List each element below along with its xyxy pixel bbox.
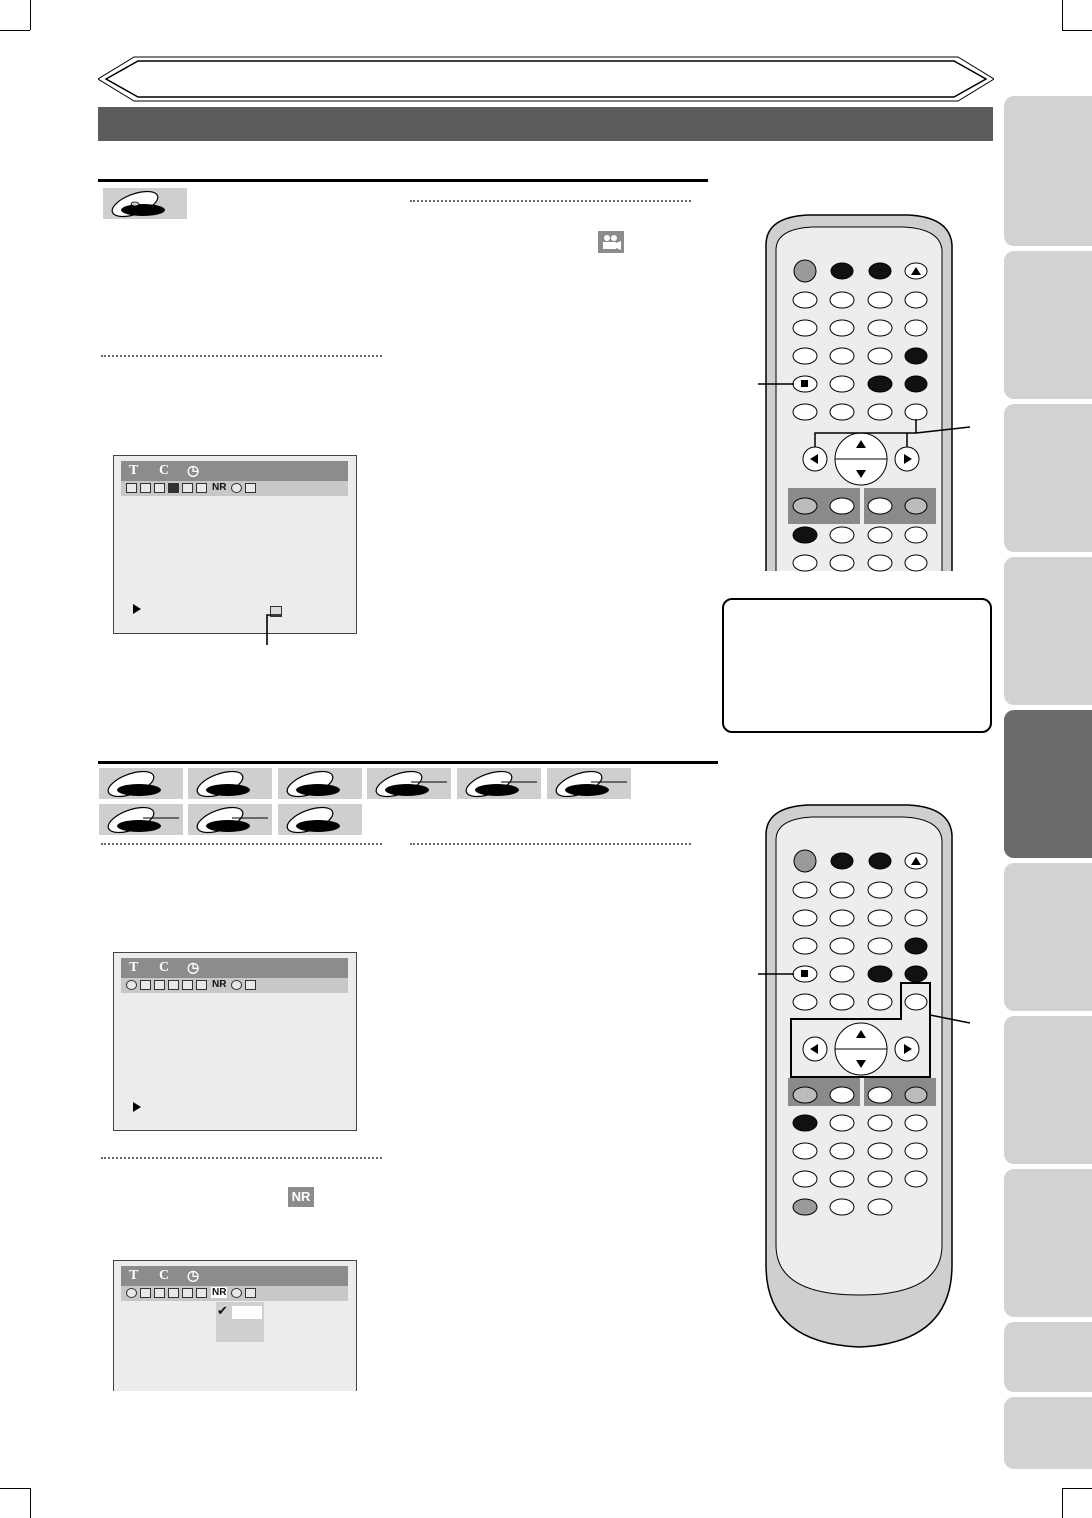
disc-icon: [551, 770, 631, 798]
angle-icon: [168, 1288, 179, 1298]
subtitle-icon: [154, 483, 165, 493]
crop-mark: [30, 1488, 31, 1518]
side-tab-active[interactable]: [1004, 710, 1092, 858]
side-tab[interactable]: [1004, 863, 1092, 1011]
remote-control: [718, 205, 978, 573]
crop-mark: [0, 30, 30, 31]
check-mark-icon: ✔: [217, 1303, 228, 1318]
disc-icon: [103, 806, 183, 834]
disc-badge: [367, 768, 451, 799]
step-divider: [101, 1157, 382, 1159]
osd-clock-icon: ◷: [187, 961, 200, 976]
zoom-icon: [231, 980, 242, 990]
chapter-banner: [98, 55, 994, 103]
crop-mark: [30, 0, 31, 30]
marker-icon: [196, 980, 207, 990]
disc-badge: [188, 804, 272, 835]
angle-icon: [168, 483, 179, 493]
osd-title-label: T: [129, 463, 139, 478]
audio-icon: [140, 1288, 151, 1298]
crop-mark: [0, 1488, 30, 1489]
disc-icon: [107, 190, 167, 218]
osd-header: [121, 1266, 348, 1286]
osd-chapter-label: C: [159, 463, 170, 478]
noise-reduction-icon: NR: [212, 979, 227, 990]
noise-reduction-icon: NR: [288, 1187, 314, 1207]
osd-clock-icon: ◷: [187, 464, 200, 479]
search-icon: [126, 1288, 137, 1298]
disc-badge: [99, 768, 183, 799]
marker-icon: [196, 483, 207, 493]
osd-icon-bar: [121, 1286, 348, 1301]
noise-reduction-icon: NR: [212, 482, 227, 493]
disc-icon: [282, 806, 342, 834]
osd-title-label: T: [129, 960, 139, 975]
picture-icon: [245, 980, 256, 990]
disc-icon: [192, 770, 252, 798]
crop-mark: [1062, 30, 1092, 31]
crop-mark: [1062, 1488, 1063, 1518]
osd-header: [121, 958, 348, 978]
zoom-icon: [231, 483, 242, 493]
osd-icon-bar: [121, 978, 348, 993]
disc-icon: [282, 770, 342, 798]
audio-icon: [140, 483, 151, 493]
side-tab[interactable]: [1004, 251, 1092, 399]
marker-icon: [196, 1288, 207, 1298]
remote-control: [718, 795, 978, 1360]
repeat-icon: [182, 1288, 193, 1298]
noise-reduction-icon: NR: [212, 1287, 227, 1298]
disc-badge: [103, 188, 187, 219]
picture-icon: [245, 1288, 256, 1298]
side-tab[interactable]: [1004, 404, 1092, 552]
section-rule: [98, 761, 718, 764]
play-triangle-icon: [133, 604, 141, 614]
nr-dropdown[interactable]: [216, 1302, 264, 1342]
crop-mark: [1062, 1488, 1092, 1489]
step-divider: [101, 843, 382, 845]
osd-header: [121, 461, 348, 481]
angle-icon: [168, 980, 179, 990]
disc-icon: [192, 806, 272, 834]
picture-icon: [245, 483, 256, 493]
note-box: [722, 598, 992, 733]
osd-screen: [113, 455, 357, 634]
section-rule: [98, 179, 708, 182]
crop-mark: [1062, 0, 1063, 30]
disc-icon: [461, 770, 541, 798]
osd-chapter-label: C: [159, 960, 170, 975]
side-tab[interactable]: [1004, 1169, 1092, 1317]
side-tab[interactable]: [1004, 557, 1092, 705]
nr-option-selected[interactable]: [232, 1306, 262, 1319]
section-title-bar: [98, 107, 993, 141]
repeat-icon: [182, 483, 193, 493]
disc-icon: [371, 770, 451, 798]
step-divider: [410, 200, 691, 202]
side-tab[interactable]: [1004, 1016, 1092, 1164]
osd-title-label: T: [129, 1268, 139, 1283]
search-icon: [126, 980, 137, 990]
osd-screen: [113, 952, 357, 1131]
osd-icon-bar: [121, 481, 348, 496]
osd-clock-icon: ◷: [187, 1269, 200, 1284]
osd-screen: [113, 1260, 357, 1391]
disc-badge: [278, 804, 362, 835]
disc-badge: [188, 768, 272, 799]
subtitle-icon: [154, 980, 165, 990]
side-tab[interactable]: [1004, 1397, 1092, 1469]
subtitle-icon: [154, 1288, 165, 1298]
step-divider: [410, 843, 691, 845]
disc-badge: [547, 768, 631, 799]
disc-badge: [457, 768, 541, 799]
step-divider: [101, 355, 382, 357]
disc-badge: [278, 768, 362, 799]
disc-badge: [99, 804, 183, 835]
callout-pointer: [260, 612, 282, 646]
side-tab[interactable]: [1004, 96, 1092, 246]
osd-chapter-label: C: [159, 1268, 170, 1283]
movie-camera-icon: [598, 231, 624, 253]
play-triangle-icon: [133, 1102, 141, 1112]
disc-icon: [103, 770, 163, 798]
side-tab[interactable]: [1004, 1322, 1092, 1392]
audio-icon: [140, 980, 151, 990]
search-icon: [126, 483, 137, 493]
repeat-icon: [182, 980, 193, 990]
zoom-icon: [231, 1288, 242, 1298]
